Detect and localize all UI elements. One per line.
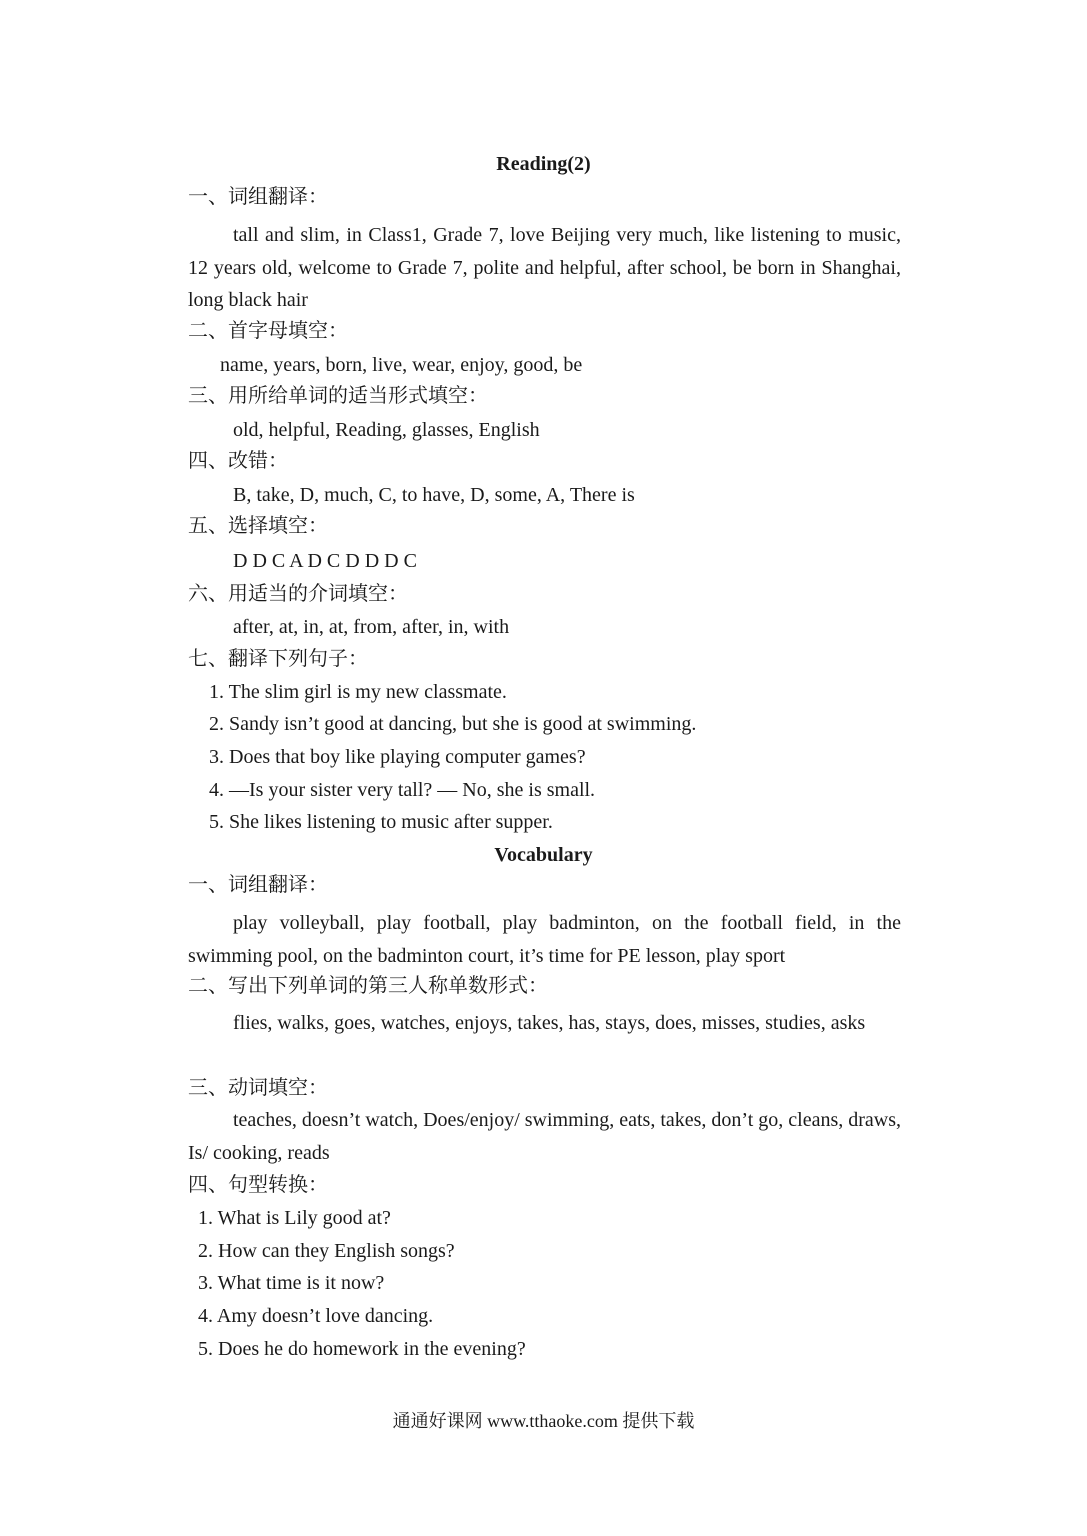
reading-section-6-heading: 六、用适当的介词填空： [188,583,408,605]
reading-section-6-text: after, at, in, at, from, after, in, with [233,616,510,638]
reading-sentence-item: 1. The slim girl is my new classmate. [209,681,507,703]
reading-section-3-text: old, helpful, Reading, glasses, English [233,419,540,441]
reading-section-5-heading: 五、选择填空： [188,515,328,537]
vocabulary-section-3-text: teaches, doesn’t watch, Does/enjoy/ swimming, eats, takes, don’t go, cleans, draws, Is/ cooking, reads [188,1109,901,1164]
reading-section-3-heading: 三、用所给单词的适当形式填空： [188,385,488,407]
reading-section-1-heading: 一、词组翻译： [188,186,328,208]
reading-section-4-text: B, take, D, much, C, to have, D, some, A, There is [233,484,635,506]
reading-sentence-item: 2. Sandy isn’t good at dancing, but she is good at swimming. [209,713,697,735]
reading-section-2-heading: 二、首字母填空： [188,320,348,342]
vocabulary-section-1-text: play volleyball, play football, play badminton, on the football field, in the swimming pool, on the badminton court, it’s time for PE lesson, play sport [188,912,901,967]
reading-section-5-text: D D C A D C D D D C [233,550,417,572]
vocabulary-sentence-item: 5. Does he do homework in the evening? [198,1338,526,1360]
vocabulary-section-2-heading: 二、写出下列单词的第三人称单数形式： [188,975,548,997]
vocabulary-sentence-item: 4. Amy doesn’t love dancing. [198,1305,434,1327]
reading-section-2-text: name, years, born, live, wear, enjoy, good, be [220,354,583,376]
vocabulary-sentence-item: 2. How can they English songs? [198,1240,455,1262]
vocabulary-sentence-item: 3. What time is it now? [198,1272,385,1294]
vocabulary-section-2-text: flies, walks, goes, watches, enjoys, takes, has, stays, does, misses, studies, asks [233,1012,866,1034]
vocabulary-section-3-heading: 三、动词填空： [188,1077,328,1099]
reading-section-7-heading: 七、翻译下列句子： [188,648,368,670]
reading-sentence-item: 4. —Is your sister very tall? — No, she is small. [209,779,596,801]
reading-title: Reading(2) [496,153,591,175]
vocabulary-sentence-item: 1. What is Lily good at? [198,1207,391,1229]
reading-section-4-heading: 四、改错： [188,450,288,472]
vocabulary-section-4-heading: 四、句型转换： [188,1174,328,1196]
page-footer: 通通好课网 www.tthaoke.com 提供下载 [392,1411,695,1431]
reading-sentence-item: 5. She likes listening to music after supper. [209,811,553,833]
reading-section-1-text: tall and slim, in Class1, Grade 7, love Beijing very much, like listening to music, 12 years old, welcome to Grade 7, polite and helpful, after school, be born in Shanghai, long black hair [188,224,901,311]
reading-sentence-item: 3. Does that boy like playing computer games? [209,746,586,768]
vocabulary-section-1-heading: 一、词组翻译： [188,874,328,896]
vocabulary-title: Vocabulary [494,844,593,866]
